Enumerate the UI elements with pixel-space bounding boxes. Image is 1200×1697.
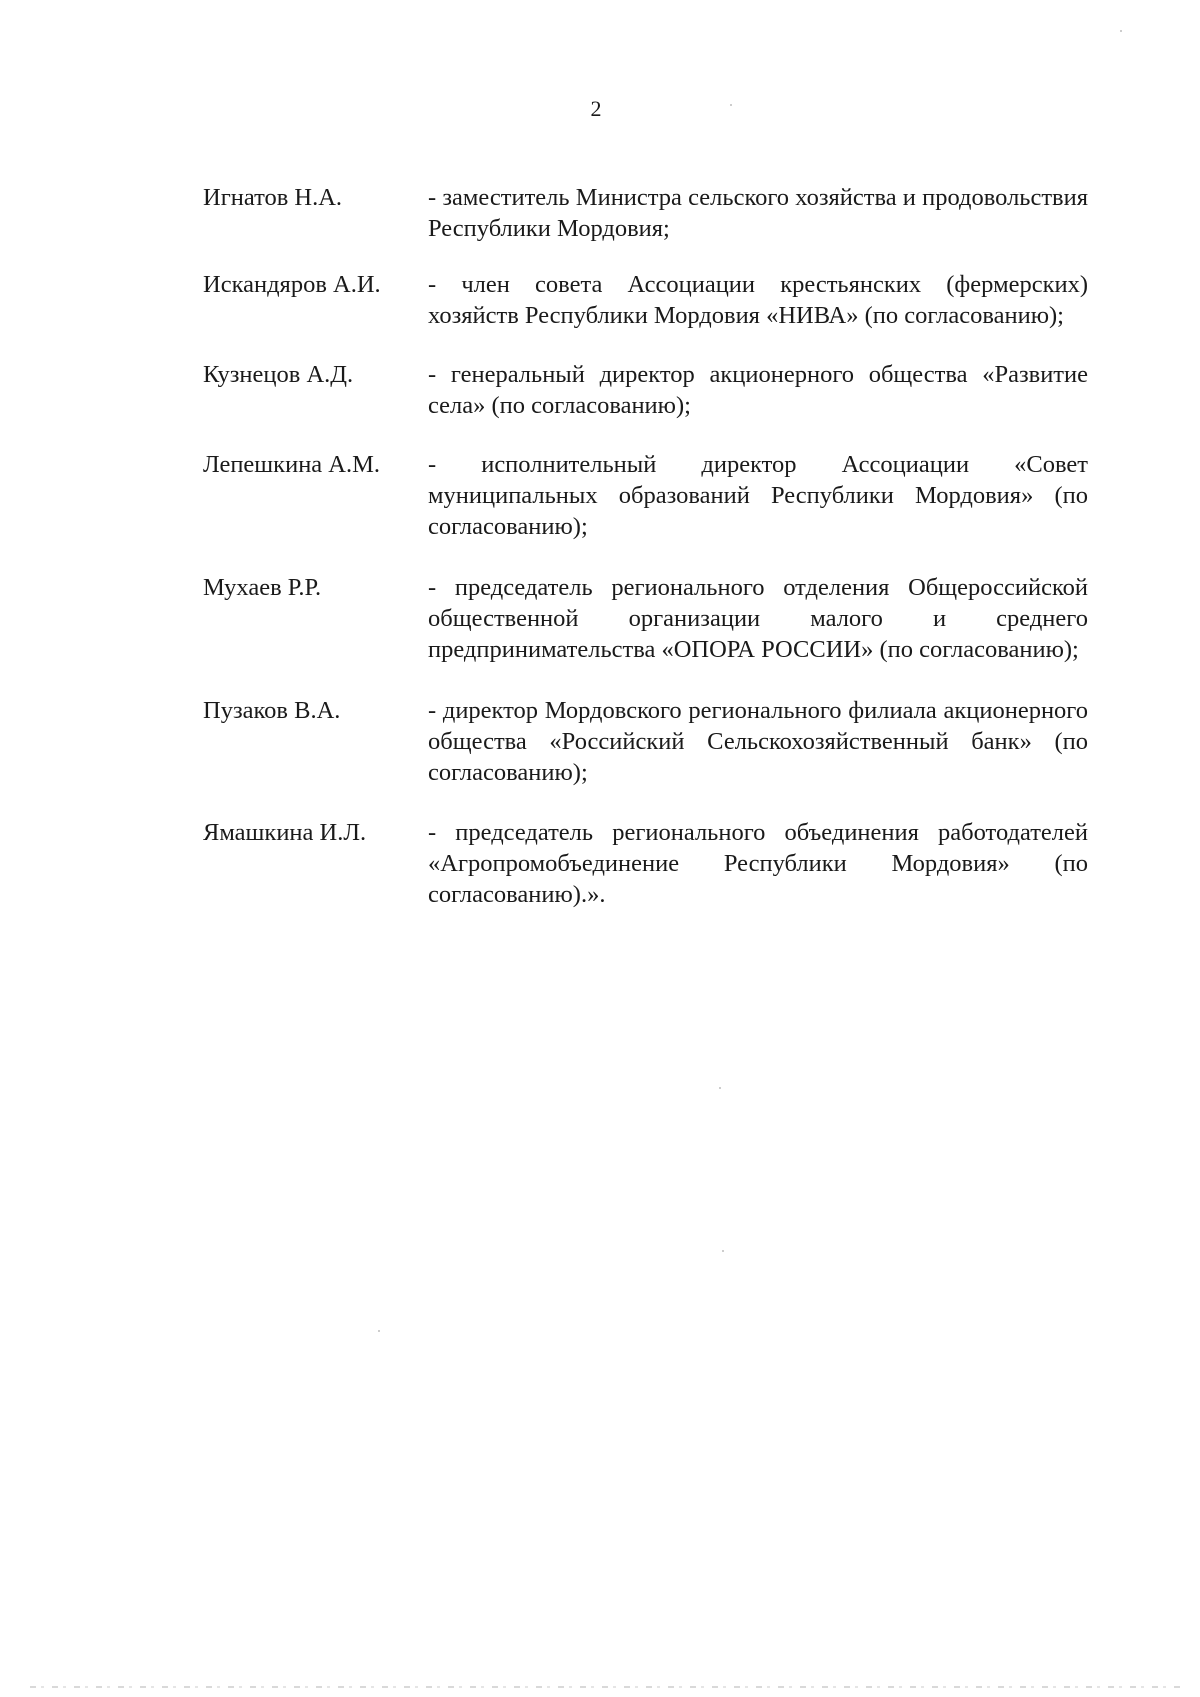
member-description: - заместитель Министра сельского хозяйства и продовольствия Республики Мордовия; [428, 184, 1088, 242]
member-description: - председатель регионального отделения Общероссийской общественной организации малого и среднего предпринимательства «ОПОРА РОССИИ» (по согласованию); [428, 574, 1088, 663]
page-number: 2 [590, 96, 602, 121]
scan-speck [719, 1087, 721, 1089]
scan-artifact-line [30, 1686, 1180, 1688]
member-description: - член совета Ассоциации крестьянских (фермерских) хозяйств Республики Мордовия «НИВА» (по согласованию); [428, 271, 1088, 329]
member-name: Лепешкина А.М. [203, 451, 381, 478]
member-entry [203, 269, 1088, 331]
member-name: Пузаков В.А. [203, 697, 341, 724]
member-entry [203, 449, 1088, 542]
member-entry [203, 817, 1088, 910]
scan-speck [722, 1250, 724, 1252]
member-name: Кузнецов А.Д. [203, 361, 354, 388]
scan-speck [730, 104, 732, 106]
member-name: Мухаев Р.Р. [203, 574, 322, 601]
member-name: Искандяров А.И. [203, 271, 381, 298]
member-name: Ямашкина И.Л. [203, 819, 367, 846]
member-description: - генеральный директор акционерного общества «Развитие села» (по согласованию); [428, 361, 1088, 419]
scan-speck [378, 1330, 380, 1332]
member-entry [203, 359, 1088, 421]
member-entry [203, 572, 1088, 665]
member-entry [203, 182, 1088, 244]
member-description: - директор Мордовского регионального филиала акционерного общества «Российский Сельскохозяйственный банк» (по согласованию); [428, 697, 1088, 786]
members-list [203, 182, 1088, 910]
member-description: - исполнительный директор Ассоциации «Совет муниципальных образований Республики Мордовия» (по согласованию); [428, 451, 1088, 540]
member-name: Игнатов Н.А. [203, 184, 343, 211]
member-entry [203, 695, 1088, 788]
scan-speck [1120, 30, 1122, 32]
member-description: - председатель регионального объединения работодателей «Агропромобъединение Республики Мордовия» (по согласованию).». [428, 819, 1088, 908]
